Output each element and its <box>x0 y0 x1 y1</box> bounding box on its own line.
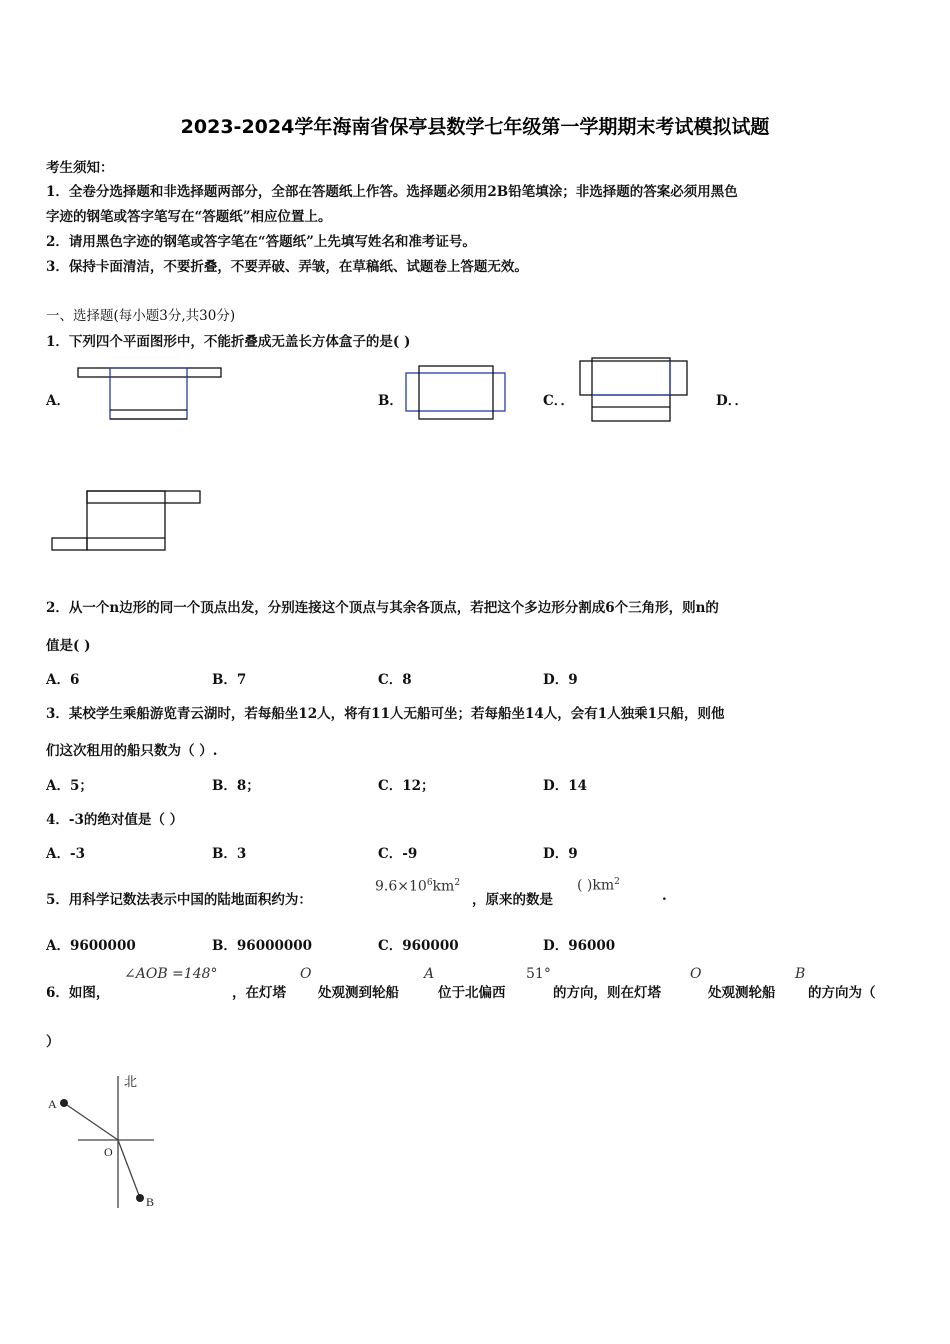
point-b <box>136 1194 144 1202</box>
net-figure-c <box>578 357 690 423</box>
q4-option-d[interactable]: D．9 <box>543 846 578 862</box>
question-5-mid: ，原来的数是 <box>472 892 553 908</box>
q2-option-d[interactable]: D．9 <box>543 672 578 688</box>
q4-option-c[interactable]: C．-9 <box>378 846 418 862</box>
question-5-end: . <box>662 888 667 904</box>
q4-option-b[interactable]: B．3 <box>212 846 247 862</box>
symbol-o: O <box>690 966 702 982</box>
q3-option-b[interactable]: B．8； <box>212 778 260 794</box>
question-1-stem: 1．下列四个平面图形中，不能折叠成无盖长方体盒子的是( ) <box>46 334 411 350</box>
q5-option-d[interactable]: D．96000 <box>543 938 616 954</box>
question-6-line2: ） <box>46 1034 60 1050</box>
question-6-prefix: 6．如图， <box>46 985 110 1001</box>
net-figure-a <box>77 367 223 421</box>
question-4-stem: 4．-3的绝对值是（ ） <box>46 812 184 828</box>
q1-option-a[interactable]: A． <box>46 393 70 409</box>
point-b-label: B <box>146 1195 155 1209</box>
question-6-text: ，在灯塔 <box>232 985 286 1001</box>
q5-option-c[interactable]: C．960000 <box>378 938 459 954</box>
q3-option-a[interactable]: A．5； <box>46 778 93 794</box>
answer-blank[interactable]: ( )$km^2$ <box>577 877 620 894</box>
symbol-o: O <box>300 966 312 982</box>
question-3-line2: 们这次租用的船只数为（ ）. <box>46 743 218 759</box>
notice-heading: 考生须知： <box>46 160 114 176</box>
symbol-b: B <box>795 966 806 982</box>
notice-item: 2．请用黑色字迹的钢笔或答字笔在“答题纸”上先填写姓名和准考证号。 <box>46 234 476 250</box>
q1-option-d[interactable]: D．． <box>716 393 748 409</box>
q5-option-b[interactable]: B．96000000 <box>212 938 313 954</box>
net-figure-b <box>405 365 507 421</box>
question-3-line1: 3．某校学生乘船游览青云湖时，若每船坐12人，将有11人无船可坐；若每船坐14人，会有1人独乘1只船，则他 <box>46 706 725 722</box>
q3-option-c[interactable]: C．12； <box>378 778 435 794</box>
q2-option-b[interactable]: B．7 <box>212 672 247 688</box>
q5-option-a[interactable]: A．9600000 <box>46 938 136 954</box>
question-6-text: 位于北偏西 <box>438 985 506 1001</box>
page-title: 2023-2024学年海南省保亭县数学七年级第一学期期末考试模拟试题 <box>180 116 770 138</box>
point-a-label: A <box>48 1097 57 1111</box>
point-a <box>60 1099 68 1107</box>
q1-option-b[interactable]: B． <box>378 393 403 409</box>
area-expression: $9.6\times 10^6km^2$ <box>375 878 461 895</box>
bearing-degrees: 51° <box>526 966 551 982</box>
question-2-line1: 2．从一个n边形的同一个顶点出发，分别连接这个顶点与其余各顶点，若把这个多边形分割成6个三角形，则n的 <box>46 600 719 616</box>
q2-option-a[interactable]: A．6 <box>46 672 80 688</box>
q2-option-c[interactable]: C．8 <box>378 672 412 688</box>
section-heading: 一、选择题(每小题3分,共30分) <box>46 308 236 324</box>
notice-item: 字迹的钢笔或答字笔写在“答题纸”相应位置上。 <box>46 209 332 225</box>
notice-item: 1．全卷分选择题和非选择题两部分，全部在答题纸上作答。选择题必须用2B铅笔填涂；非选择题的答案必须用黑色 <box>46 184 738 200</box>
north-label: 北 <box>124 1075 138 1090</box>
point-o-label: O <box>104 1145 113 1159</box>
symbol-a: A <box>424 966 435 982</box>
question-2-line2: 值是( ) <box>46 638 91 654</box>
net-figure-d <box>51 490 203 552</box>
question-6-text: 处观测轮船 <box>708 985 776 1001</box>
q3-option-d[interactable]: D．14 <box>543 778 587 794</box>
question-5-prefix: 5．用科学记数法表示中国的陆地面积约为： <box>46 892 312 908</box>
bearing-figure <box>44 1070 174 1215</box>
question-6-text: 处观测到轮船 <box>318 985 399 1001</box>
question-6-text: 的方向，则在灯塔 <box>553 985 661 1001</box>
question-6-text: 的方向为（ <box>808 985 876 1001</box>
notice-item: 3．保持卡面清洁，不要折叠，不要弄破、弄皱，在草稿纸、试题卷上答题无效。 <box>46 259 528 275</box>
q1-option-c[interactable]: C．． <box>543 393 574 409</box>
angle-aob: ∠AOB =148° <box>124 966 218 982</box>
q4-option-a[interactable]: A．-3 <box>46 846 85 862</box>
